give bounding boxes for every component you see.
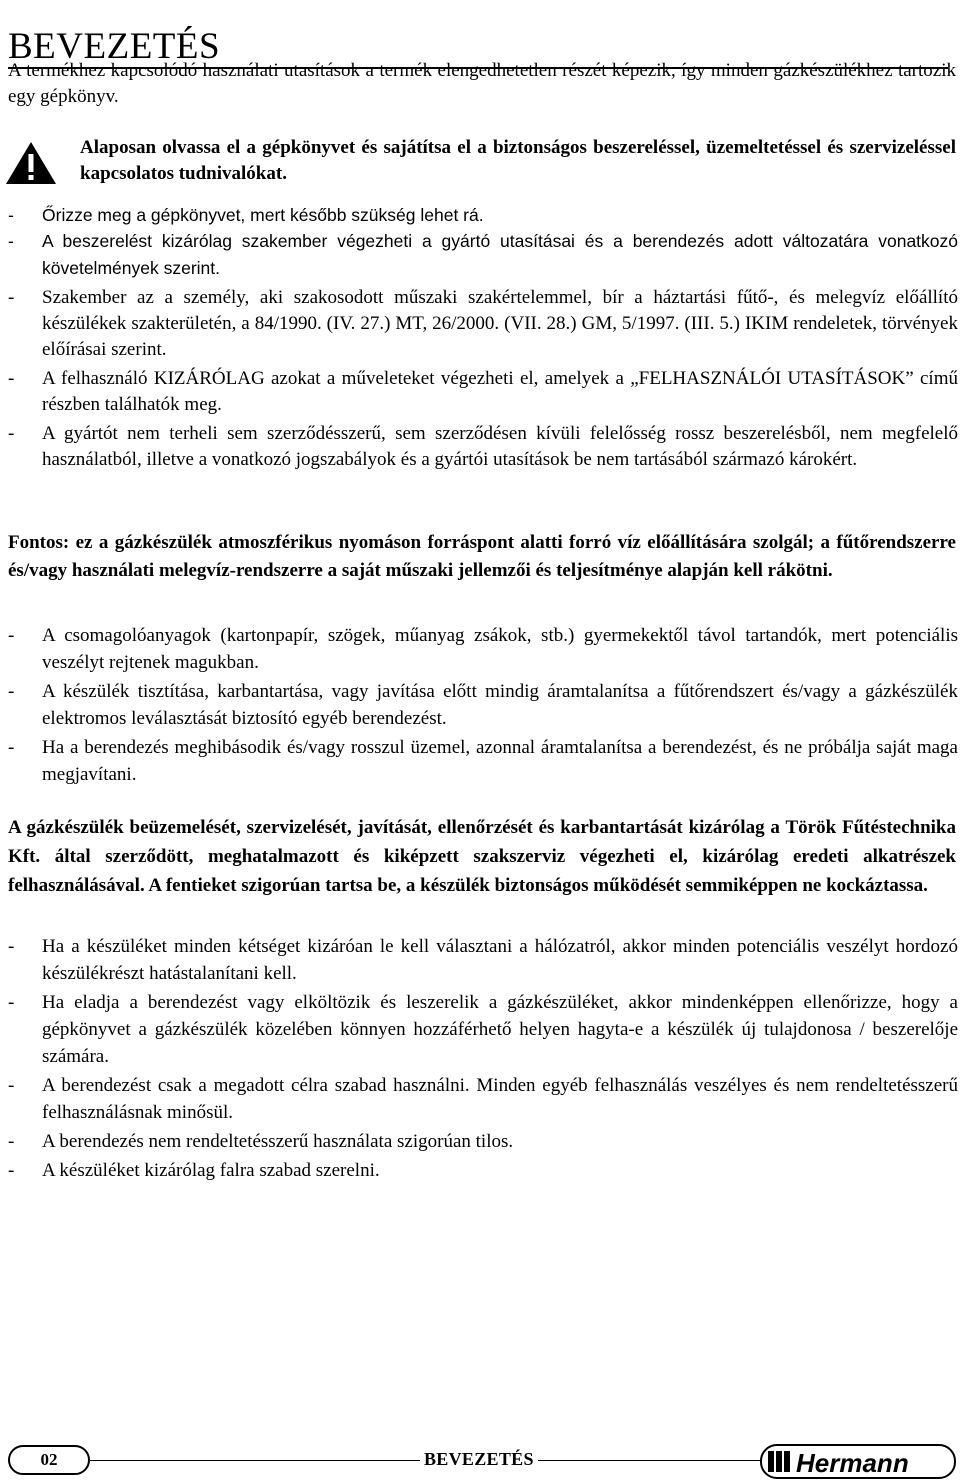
list-item: - A beszerelést kizárólag szakember végezheti a gyártó utasításai és a berendezés adott változatára vonatkozó követelmények szerint. — [8, 231, 958, 278]
warning-triangle-icon — [4, 140, 58, 186]
list-item: - A készülék tisztítása, karbantartása, vagy javítása előtt mindig áramtalanítsa a fűtőrendszert és/vagy a gázkészülék elektromos leválasztását biztosító egyéb berendezést. — [8, 681, 958, 729]
list-item: - Szakember az a személy, aki szakosodott műszaki szakértelemmel, bír a háztartási fűtő-, és melegvíz előállító készülékek szakterületén, a 84/1990. (IV. 27.) MT, 26/2000. (VII. 28.) GM, 5/1997. (III. 5.) IKIM rendeletek, törvények előírásai szerint. — [8, 287, 958, 360]
instruction-list-2 — [8, 622, 958, 788]
list-item: - A felhasználó KIZÁRÓLAG azokat a műveleteket végezheti el, amelyek a „FELHASZNÁLÓI UTASÍTÁSOK” című részben találhatók meg. — [8, 368, 958, 415]
list-item: - Ha a készüléket minden kétséget kizáróan le kell választani a hálózatról, akkor minden potenciális veszélyt hordozó készülékrészt hatástalanítani kell. — [8, 936, 958, 984]
list-item: - A csomagolóanyagok (kartonpapír, szögek, műanyag zsákok, stb.) gyermekektől távol tartandók, mert potenciális veszélyt rejtenek magukban. — [8, 625, 958, 673]
instruction-list-3 — [8, 933, 958, 1184]
service-paragraph: A gázkészülék beüzemelését, szervizelését, javítását, ellenőrzését és karbantartását kizárólag a Török Fűtéstechnika Kft. által szerződött, meghatalmazott és kiképzett szakszerviz végezheti el, kizárólag eredeti alkatrészek felhasználásával. A fentieket szigorúan tartsa be, a készülék biztonságos működését semmiképpen ne kockáztassa. — [8, 817, 956, 896]
footer-section-label: BEVEZETÉS — [420, 1449, 538, 1470]
list-item: - Ha eladja a berendezést vagy elköltözik és leszerelik a gázkészüléket, akkor mindenképpen ellenőrizze, hogy a gépkönyvet a gázkészülék közelében könnyen hozzáférhető helyen hagyta-e a készülék új tulajdonosa / beszerelője számára. — [8, 992, 958, 1067]
list-item: - Őrizze meg a gépkönyvet, mert később szükség lehet rá. — [8, 205, 484, 225]
list-item: - A berendezés nem rendeltetésszerű használata szigorúan tilos. — [8, 1131, 514, 1152]
hermann-logo — [760, 1442, 956, 1480]
list-item: - A gyártót nem terheli sem szerződésszerű, sem szerződésen kívüli felelősség rossz beszerelésből, nem megfelelő használatból, illetve a vonatkozó jogszabályok és a gyártói utasítások be nem tartásából származó károkért. — [8, 423, 958, 470]
list-item: - Ha a berendezés meghibásodik és/vagy rosszul üzemel, azonnal áramtalanítsa a berendezést, és ne próbálja saját maga megjavítani. — [8, 737, 958, 785]
intro-paragraph: A termékhez kapcsolódó használati utasítások a termék elengedhetetlen részét képezik, így minden gázkészülékhez tartozik egy gépkönyv. — [8, 60, 956, 107]
page-title: BEVEZETÉS — [8, 27, 948, 69]
page-number: 02 — [8, 1445, 90, 1475]
list-item: - A berendezést csak a megadott célra szabad használni. Minden egyéb felhasználás veszélyes és nem rendeltetésszerű felhasználásnak minősül. — [8, 1075, 958, 1123]
instruction-list-1b — [8, 228, 958, 473]
list-item: - A készüléket kizárólag falra szabad szerelni. — [8, 1160, 380, 1181]
important-paragraph: Fontos: ez a gázkészülék atmoszférikus nyomáson forráspont alatti forró víz előállítására szolgál; a fűtőrendszerre és/vagy használati melegvíz-rendszerre a saját műszaki jellemzői és teljesítménye alapján kell rákötni. — [8, 532, 956, 581]
warning-text: Alaposan olvassa el a gépkönyvet és sajátítsa el a biztonságos beszereléssel, üzemeltetéssel és szervizeléssel kapcsolatos tudnivalókat. — [80, 137, 956, 184]
instruction-list-1 — [8, 202, 958, 228]
page-footer — [0, 1440, 960, 1484]
logo-wordmark: Hermann — [796, 1448, 909, 1478]
